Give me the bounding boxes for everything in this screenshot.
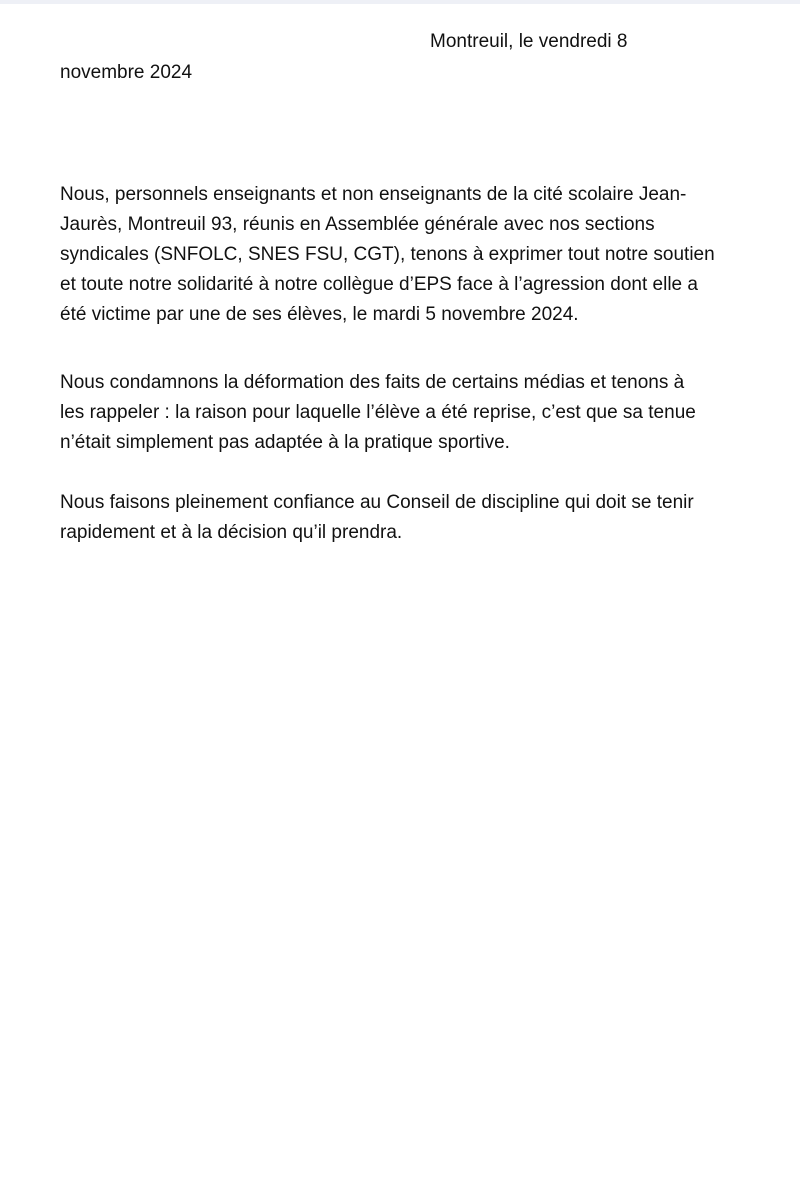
paragraph-line: et toute notre solidarité à notre collègue d’EPS face à l’agression dont elle a (60, 274, 698, 295)
paragraph-line: Nous faisons pleinement confiance au Conseil de discipline qui doit se tenir (60, 492, 694, 513)
date-line-1: Montreuil, le vendredi 8 (430, 31, 628, 52)
paragraph-line: rapidement et à la décision qu’il prendra. (60, 522, 403, 543)
paragraph-line: Jaurès, Montreuil 93, réunis en Assemblée générale avec nos sections (60, 214, 655, 235)
date-line-2: novembre 2024 (60, 62, 193, 83)
paragraph-line: été victime par une de ses élèves, le mardi 5 novembre 2024. (60, 304, 579, 325)
paragraph-line: les rappeler : la raison pour laquelle l’élève a été reprise, c’est que sa tenue (60, 402, 696, 423)
paragraph-line: syndicales (SNFOLC, SNES FSU, CGT), tenons à exprimer tout notre soutien (60, 244, 715, 265)
page-top-edge (0, 0, 800, 4)
paragraph-condemnation (60, 368, 780, 458)
paragraph-confidence (60, 488, 780, 548)
paragraph-support (60, 180, 780, 330)
paragraph-line: Nous condamnons la déformation des faits de certains médias et tenons à (60, 372, 685, 393)
paragraph-line: n’était simplement pas adaptée à la pratique sportive. (60, 432, 510, 453)
paragraph-line: Nous, personnels enseignants et non enseignants de la cité scolaire Jean- (60, 184, 687, 205)
